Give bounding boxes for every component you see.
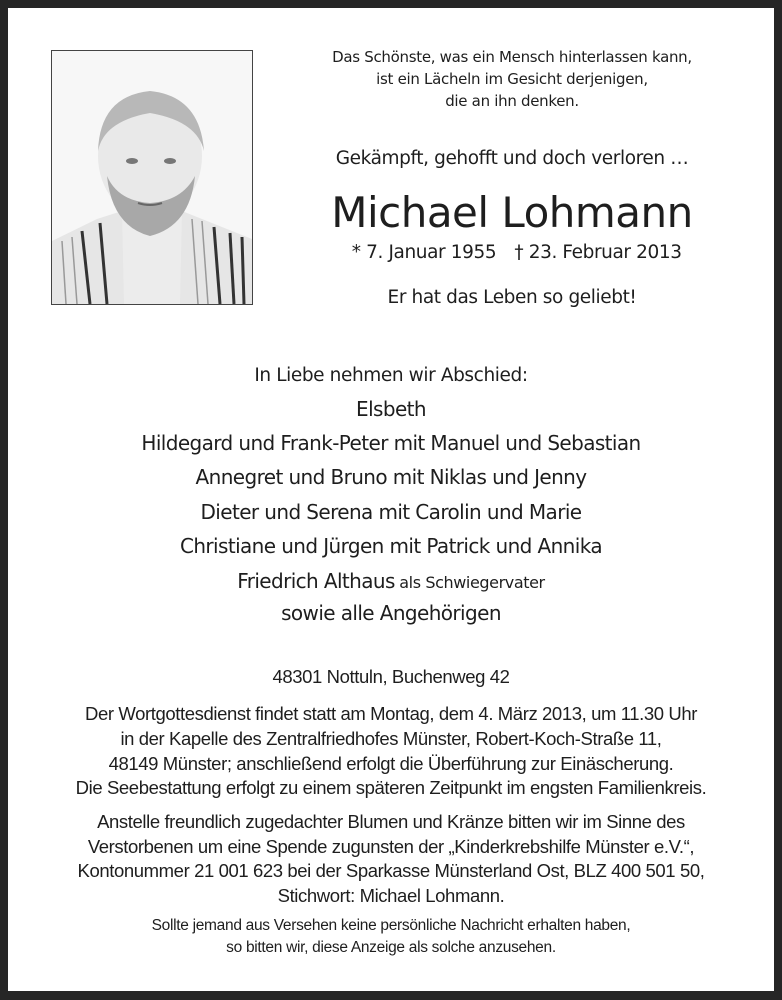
father-in-law-line bbox=[237, 569, 545, 593]
address: 48301 Nottuln, Buchenweg 42 bbox=[272, 666, 510, 687]
birth-date: * 7. Januar 1955 bbox=[351, 242, 497, 263]
quote-line: ist ein Lächeln im Gesicht derjenigen, bbox=[376, 70, 648, 88]
father-in-law-role: als Schwiegervater bbox=[399, 573, 545, 592]
mourners-intro: In Liebe nehmen wir Abschied: bbox=[254, 365, 528, 386]
mourner-line: Elsbeth bbox=[356, 397, 426, 421]
donation-line: Stichwort: Michael Lohmann. bbox=[277, 885, 505, 906]
service-line: in der Kapelle des Zentralfriedhofes Münster, Robert-Koch-Straße 11, bbox=[120, 728, 662, 749]
closing-line: so bitten wir, diese Anzeige als solche anzusehen. bbox=[226, 939, 556, 956]
quote-line: Das Schönste, was ein Mensch hinterlassen kann, bbox=[332, 48, 692, 66]
quote-line: die an ihn denken. bbox=[445, 92, 579, 110]
mourner-line: Dieter und Serena mit Carolin und Marie bbox=[200, 500, 582, 524]
portrait-photo bbox=[51, 50, 253, 305]
father-in-law-name: Friedrich Althaus bbox=[237, 569, 395, 593]
mourner-line: Annegret und Bruno mit Niklas und Jenny bbox=[195, 465, 587, 489]
tagline: Er hat das Leben so geliebt! bbox=[387, 287, 637, 308]
death-date: † 23. Februar 2013 bbox=[514, 242, 682, 263]
service-line: Die Seebestattung erfolgt zu einem späteren Zeitpunkt im engsten Familienkreis. bbox=[75, 777, 707, 798]
donation-line: Kontonummer 21 001 623 bei der Sparkasse Münsterland Ost, BLZ 400 501 50, bbox=[77, 860, 705, 881]
donation-line: Verstorbenen um eine Spende zugunsten der „Kinderkrebshilfe Münster e.V.“, bbox=[87, 836, 695, 857]
mourner-line: Christiane und Jürgen mit Patrick und Annika bbox=[179, 534, 603, 558]
donation-line: Anstelle freundlich zugedachter Blumen und Kränze bitten wir im Sinne des bbox=[97, 811, 685, 832]
obituary-notice bbox=[8, 8, 774, 991]
closing-line: Sollte jemand aus Versehen keine persönliche Nachricht erhalten haben, bbox=[151, 917, 631, 934]
mourner-line: Hildegard und Frank-Peter mit Manuel und Sebastian bbox=[141, 431, 641, 455]
service-line: 48149 Münster; anschließend erfolgt die Überführung zur Einäscherung. bbox=[108, 753, 674, 774]
motto: Gekämpft, gehofft und doch verloren … bbox=[335, 148, 689, 169]
deceased-name: Michael Lohmann bbox=[331, 188, 693, 237]
portrait-icon bbox=[52, 51, 252, 304]
relatives-line: sowie alle Angehörigen bbox=[281, 601, 501, 625]
service-line: Der Wortgottesdienst findet statt am Montag, dem 4. März 2013, um 11.30 Uhr bbox=[85, 703, 697, 724]
